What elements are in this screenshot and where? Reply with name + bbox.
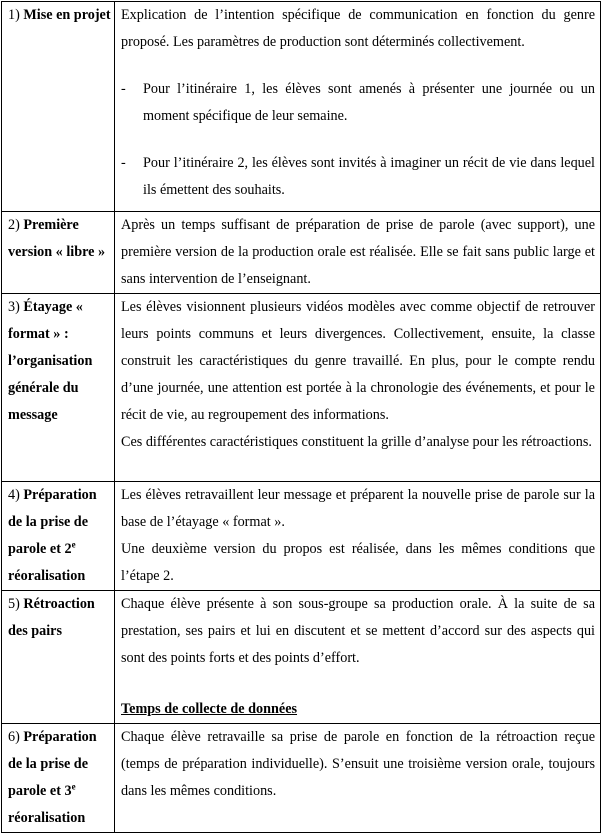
description-cell	[115, 294, 601, 482]
description-cell	[115, 482, 601, 591]
step-title: Étayage « format » : l’organisation générale du message	[8, 299, 93, 423]
bullet-text: Pour l’itinéraire 1, les élèves sont amenés à présenter une journée ou un moment spécifique de leur semaine.	[143, 81, 595, 124]
step-number: 5)	[8, 596, 20, 612]
paragraph: Explication de l’intention spécifique de communication en fonction du genre proposé. Les paramètres de production sont déterminés collectivement.	[121, 7, 595, 50]
superscript: e	[71, 539, 76, 550]
step-number: 2)	[8, 217, 20, 233]
description-cell	[115, 2, 601, 212]
step-number: 1)	[8, 7, 20, 23]
table-row	[2, 294, 601, 482]
paragraph: Chaque élève présente à son sous-groupe sa production orale. À la suite de sa prestation, ses pairs et lui en discutent et se mettent d’accord sur des aspects qui sont des points forts et des points d’effort.	[121, 596, 595, 666]
paragraph: Chaque élève retravaille sa prise de parole en fonction de la rétroaction reçue (temps de préparation individuelle). S’ensuit une troisième version orale, toujours dans les mêmes conditions.	[121, 729, 595, 799]
step-title: Rétroaction des pairs	[8, 596, 95, 639]
description-cell	[115, 212, 601, 294]
paragraph: Les élèves retravaillent leur message et préparent la nouvelle prise de parole sur la base de l’étayage « format ».	[121, 487, 595, 530]
step-title: Préparation de la prise de parole et 2	[8, 487, 97, 557]
step-cell	[2, 212, 115, 294]
step-number: 4)	[8, 487, 20, 503]
bullet-text: Pour l’itinéraire 2, les élèves sont invités à imaginer un récit de vie dans lequel ils émettent des souhaits.	[143, 155, 595, 198]
paragraph: Ces différentes caractéristiques constituent la grille d’analyse pour les rétroactions.	[121, 434, 592, 450]
step-cell	[2, 294, 115, 482]
section-heading: Temps de collecte de données	[121, 701, 298, 717]
paragraph: Après un temps suffisant de préparation de prise de parole (avec support), une première version de la production orale est réalisée. Elle se fait sans public large et sans intervention de l’enseignant.	[121, 217, 595, 287]
step-title: Préparation de la prise de parole et 3	[8, 729, 97, 799]
step-cell	[2, 724, 115, 833]
step-title: Mise en projet	[23, 7, 111, 23]
bullet-item	[121, 150, 595, 204]
bullet-mark: -	[121, 155, 126, 171]
bullet-item	[121, 76, 595, 130]
paragraph: Une deuxième version du propos est réalisée, dans les mêmes conditions que l’étape 2.	[121, 541, 595, 584]
step-cell	[2, 2, 115, 212]
step-title: réoralisation	[8, 810, 86, 826]
step-number: 3)	[8, 299, 20, 315]
step-cell	[2, 591, 115, 724]
description-cell	[115, 591, 601, 724]
table-row	[2, 2, 601, 212]
paragraph: Les élèves visionnent plusieurs vidéos modèles avec comme objectif de retrouver leurs points communs et leurs divergences. Collectivement, ensuite, la classe construit les caractéristiques du genre travaillé. En plus, pour le compte rendu d’une journée, une attention est portée à la chronologie des événements, et pour le récit de vie, au regroupement des informations.	[121, 299, 595, 423]
table-row	[2, 482, 601, 591]
superscript: e	[71, 781, 76, 792]
step-title: réoralisation	[8, 568, 86, 584]
table-row	[2, 212, 601, 294]
description-cell	[115, 724, 601, 833]
step-number: 6)	[8, 729, 20, 745]
steps-table	[1, 1, 601, 833]
bullet-mark: -	[121, 81, 126, 97]
table-row	[2, 724, 601, 833]
step-title: Première version « libre »	[8, 217, 106, 260]
table-row	[2, 591, 601, 724]
step-cell	[2, 482, 115, 591]
